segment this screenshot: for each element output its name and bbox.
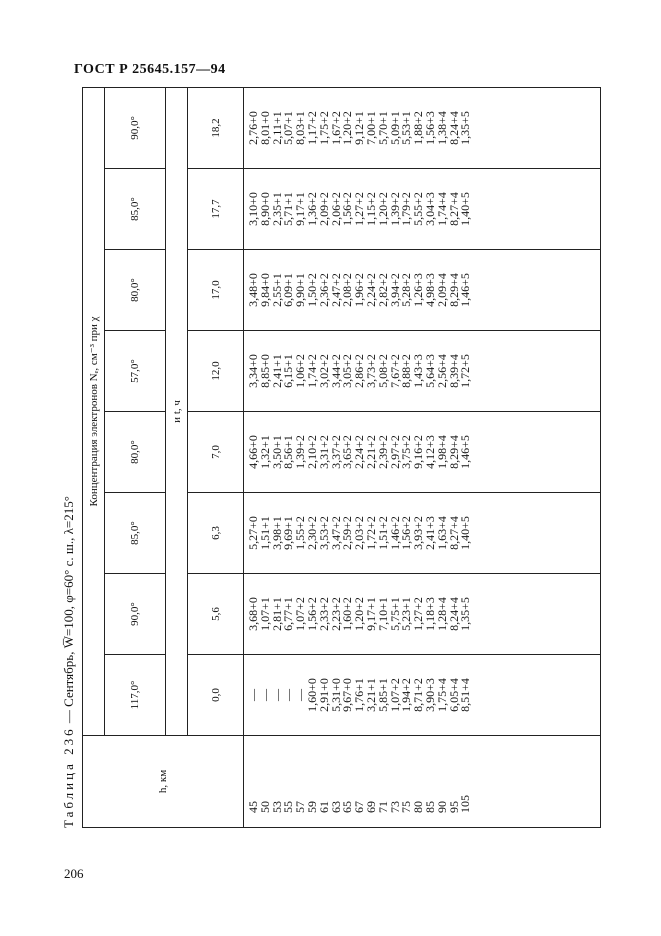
table-cell: 1,50+2 xyxy=(304,273,319,307)
table-cell: 9,12+1 xyxy=(352,111,367,145)
table-cell: 2,41+3 xyxy=(422,516,437,550)
table-cell: 8,27+4 xyxy=(446,516,461,550)
table-cell: 8,29+4 xyxy=(446,435,461,469)
table-cell: 1,35+5 xyxy=(458,111,473,145)
table-cell: 1,96+2 xyxy=(352,273,367,307)
table-cell: 1,27+2 xyxy=(352,192,367,226)
table-cell: 8,90+0 xyxy=(257,192,272,226)
table-cell: 5,85+1 xyxy=(375,678,390,712)
table-cell: 4,66+0 xyxy=(246,435,260,469)
table-cell: 3,02+2 xyxy=(316,354,331,388)
table-cell: 2,55+1 xyxy=(269,273,284,307)
table-cell: 1,67+2 xyxy=(328,111,343,145)
table-cell: 2,30+2 xyxy=(304,516,319,550)
table-cell: 1,79+2 xyxy=(399,192,414,226)
table-cell: 1,26+3 xyxy=(411,273,426,307)
table-cell: 1,07+2 xyxy=(387,678,402,712)
page-number: 206 xyxy=(64,866,84,881)
table-cell: 1,94+2 xyxy=(399,678,414,712)
table-cell: 3,94+2 xyxy=(387,273,402,307)
table-cell: — xyxy=(246,689,260,701)
table-cell: 1,56+2 xyxy=(399,516,414,550)
group-header: Концентрация электронов Nₑ, см⁻³ при χ xyxy=(83,87,105,735)
t-header-6: 17,0 xyxy=(188,250,244,331)
table-cell: 1,88+2 xyxy=(411,111,426,145)
table-cell: 9,67+0 xyxy=(340,678,355,712)
table-cell: 1,06+2 xyxy=(293,354,308,388)
table-cell: 3,75+2 xyxy=(399,435,414,469)
h-value: 50 xyxy=(257,801,272,813)
table-cell: 5,27+0 xyxy=(246,516,260,550)
h-value: 53 xyxy=(269,801,284,813)
table-cell: 1,56+3 xyxy=(422,111,437,145)
h-value: 65 xyxy=(340,801,355,813)
table-cell: 2,59+2 xyxy=(340,516,355,550)
table-cell: 8,85+0 xyxy=(257,354,272,388)
rotated-table-block xyxy=(60,88,601,828)
chi-header-1: 117,0° xyxy=(105,655,166,736)
table-cell: 3,10+0 xyxy=(246,192,260,226)
table-cell: 1,46+5 xyxy=(458,435,473,469)
table-cell: 2,36+2 xyxy=(316,273,331,307)
h-value: 80 xyxy=(411,801,426,813)
table-cell: 8,03+1 xyxy=(293,111,308,145)
table-cell: 3,21+1 xyxy=(363,678,378,712)
table-caption xyxy=(60,88,78,828)
table-cell: — xyxy=(269,689,284,701)
table-cell: 1,07+2 xyxy=(293,597,308,631)
table-cell: 1,75+2 xyxy=(316,111,331,145)
table-cell: 1,74+2 xyxy=(304,354,319,388)
h-value: 69 xyxy=(363,801,378,813)
chi-header-3: 85,0° xyxy=(105,493,166,574)
table-cell: 1,07+1 xyxy=(257,597,272,631)
table-cell: 1,63+4 xyxy=(434,516,449,550)
table-cell: 6,09+1 xyxy=(281,273,296,307)
values-column-5 xyxy=(244,331,601,412)
table-cell: 5,75+1 xyxy=(387,597,402,631)
table-cell: 1,39+2 xyxy=(293,435,308,469)
table-cell: 1,46+5 xyxy=(458,273,473,307)
table-cell: 8,56+1 xyxy=(281,435,296,469)
table-cell: 1,72+5 xyxy=(458,354,473,388)
table-cell: 2,33+2 xyxy=(316,597,331,631)
table-cell: 1,27+2 xyxy=(411,597,426,631)
table-cell: 3,05+2 xyxy=(340,354,355,388)
table-cell: 1,28+4 xyxy=(434,597,449,631)
table-cell: 8,01+0 xyxy=(257,111,272,145)
table-cell: 3,34+0 xyxy=(246,354,260,388)
table-cell: 1,55+2 xyxy=(293,516,308,550)
h-value: 73 xyxy=(387,801,402,813)
h-value: 45 xyxy=(246,801,260,813)
table-cell: 4,12+3 xyxy=(422,435,437,469)
table-cell: 1,60+2 xyxy=(340,597,355,631)
table-cell: 5,71+1 xyxy=(281,192,296,226)
t-header-2: 5,6 xyxy=(188,574,244,655)
table-cell: 5,31+0 xyxy=(328,678,343,712)
table-cell: 5,64+3 xyxy=(422,354,437,388)
values-column-1 xyxy=(244,655,601,736)
table-cell: 1,72+2 xyxy=(363,516,378,550)
table-cell: 2,91+0 xyxy=(316,678,331,712)
table-cell: 1,32+1 xyxy=(257,435,272,469)
h-value: 55 xyxy=(281,801,296,813)
chi-header-7: 85,0° xyxy=(105,169,166,250)
table-cell: — xyxy=(257,689,272,701)
table-cell: 4,98+3 xyxy=(422,273,437,307)
table-cell: 2,82+2 xyxy=(375,273,390,307)
h-value: 105 xyxy=(458,795,473,813)
table-cell: 3,73+2 xyxy=(363,354,378,388)
table-cell: 9,16+2 xyxy=(411,435,426,469)
t-header-7: 17,7 xyxy=(188,169,244,250)
table-cell: 2,97+2 xyxy=(387,435,402,469)
table-cell: 3,90+3 xyxy=(422,678,437,712)
table-cell: 8,24+4 xyxy=(446,111,461,145)
table-cell: 1,74+4 xyxy=(434,192,449,226)
h-value: 59 xyxy=(304,801,319,813)
table-cell: 1,56+2 xyxy=(340,192,355,226)
table-cell: 1,51+1 xyxy=(257,516,272,550)
chi-header-4: 80,0° xyxy=(105,412,166,493)
table-cell: 3,65+2 xyxy=(340,435,355,469)
table-cell: 8,24+4 xyxy=(446,597,461,631)
h-column-header: h, км xyxy=(83,736,244,828)
table-cell: 1,60+0 xyxy=(304,678,319,712)
t-header-8: 18,2 xyxy=(188,87,244,168)
table-cell: 1,51+2 xyxy=(375,516,390,550)
values-column-2 xyxy=(244,574,601,655)
table-cell: 6,05+4 xyxy=(446,678,461,712)
table-cell: 8,39+4 xyxy=(446,354,461,388)
table-cell: 2,09+4 xyxy=(434,273,449,307)
table-cell: 2,21+2 xyxy=(363,435,378,469)
table-cell: 2,08+2 xyxy=(340,273,355,307)
h-value: 61 xyxy=(316,801,331,813)
document-header: ГОСТ Р 25645.157—94 xyxy=(74,62,226,77)
time-header: и t, ч xyxy=(166,87,188,735)
table-cell: 1,18+3 xyxy=(422,597,437,631)
h-value: 95 xyxy=(446,801,461,813)
table-cell: 9,90+1 xyxy=(293,273,308,307)
table-cell: 2,23+2 xyxy=(328,597,343,631)
table-cell: 5,70+1 xyxy=(375,111,390,145)
table-cell: 1,20+2 xyxy=(352,597,367,631)
h-value: 63 xyxy=(328,801,343,813)
chi-header-6: 80,0° xyxy=(105,250,166,331)
table-cell: 5,08+2 xyxy=(375,354,390,388)
table-cell: 3,44+2 xyxy=(328,354,343,388)
table-cell: 2,56+4 xyxy=(434,354,449,388)
table-cell: 6,77+1 xyxy=(281,597,296,631)
t-header-4: 7,0 xyxy=(188,412,244,493)
table-cell: 1,20+2 xyxy=(375,192,390,226)
table-caption-text: — Сентябрь, W̅=100, φ=60° с. ш., λ=215° xyxy=(61,496,76,727)
table-cell: 9,17+1 xyxy=(363,597,378,631)
table-cell: 7,10+1 xyxy=(375,597,390,631)
table-cell: 1,98+4 xyxy=(434,435,449,469)
table-cell: 6,15+1 xyxy=(281,354,296,388)
table-cell: 1,40+5 xyxy=(458,516,473,550)
table-cell: 3,48+0 xyxy=(246,273,260,307)
table-cell: 1,17+2 xyxy=(304,111,319,145)
table-cell: 7,00+1 xyxy=(363,111,378,145)
table-cell: 2,47+2 xyxy=(328,273,343,307)
table-cell: 1,46+2 xyxy=(387,516,402,550)
table-cell: 8,88+2 xyxy=(399,354,414,388)
t-header-3: 6,3 xyxy=(188,493,244,574)
table-cell: — xyxy=(293,689,308,701)
table-cell: 1,15+2 xyxy=(363,192,378,226)
electron-concentration-table xyxy=(82,87,601,828)
values-column-4 xyxy=(244,412,601,493)
chi-header-8: 90,0° xyxy=(105,87,166,168)
values-column-8 xyxy=(244,87,601,168)
table-cell: 9,69+1 xyxy=(281,516,296,550)
t-header-5: 12,0 xyxy=(188,331,244,412)
table-cell: 7,67+2 xyxy=(387,354,402,388)
table-cell: 8,29+4 xyxy=(446,273,461,307)
table-cell: 2,24+2 xyxy=(363,273,378,307)
chi-header-5: 57,0° xyxy=(105,331,166,412)
table-cell: 1,20+2 xyxy=(340,111,355,145)
table-cell: 5,55+2 xyxy=(411,192,426,226)
table-cell: 3,53+2 xyxy=(316,516,331,550)
table-cell: 1,76+1 xyxy=(352,678,367,712)
table-cell: 3,37+2 xyxy=(328,435,343,469)
table-cell: 2,81+1 xyxy=(269,597,284,631)
table-cell: 1,39+2 xyxy=(387,192,402,226)
table-cell: 2,09+2 xyxy=(316,192,331,226)
h-value: 90 xyxy=(434,801,449,813)
data-row xyxy=(244,87,601,827)
values-column-7 xyxy=(244,169,601,250)
table-cell: 8,51+4 xyxy=(458,678,473,712)
table-cell: 1,40+5 xyxy=(458,192,473,226)
table-cell: 8,71+2 xyxy=(411,678,426,712)
table-cell: 3,98+1 xyxy=(269,516,284,550)
table-cell: 3,50+1 xyxy=(269,435,284,469)
h-value: 71 xyxy=(375,801,390,813)
table-cell: 5,28+2 xyxy=(399,273,414,307)
values-column-3 xyxy=(244,493,601,574)
table-cell: 2,86+2 xyxy=(352,354,367,388)
table-cell: 2,41+1 xyxy=(269,354,284,388)
table-cell: 3,68+0 xyxy=(246,597,260,631)
table-cell: 5,23+1 xyxy=(399,597,414,631)
h-value: 57 xyxy=(293,801,308,813)
table-cell: 8,27+4 xyxy=(446,192,461,226)
h-value: 67 xyxy=(352,801,367,813)
table-cell: 2,76+0 xyxy=(246,111,260,145)
table-cell: 9,17+1 xyxy=(293,192,308,226)
table-cell: 3,47+2 xyxy=(328,516,343,550)
table-cell: 1,36+2 xyxy=(304,192,319,226)
chi-header-2: 90,0° xyxy=(105,574,166,655)
table-cell: 3,04+3 xyxy=(422,192,437,226)
table-cell: — xyxy=(281,689,296,701)
table-cell: 1,38+4 xyxy=(434,111,449,145)
h-values-column xyxy=(244,736,601,828)
values-column-6 xyxy=(244,250,601,331)
table-cell: 3,93+2 xyxy=(411,516,426,550)
table-cell: 1,75+4 xyxy=(434,678,449,712)
table-cell: 1,43+3 xyxy=(411,354,426,388)
t-header-1: 0,0 xyxy=(188,655,244,736)
table-cell: 5,07+1 xyxy=(281,111,296,145)
table-cell: 3,31+2 xyxy=(316,435,331,469)
table-cell: 2,03+2 xyxy=(352,516,367,550)
table-cell: 1,35+5 xyxy=(458,597,473,631)
table-cell: 2,39+2 xyxy=(375,435,390,469)
h-value: 85 xyxy=(422,801,437,813)
table-cell: 2,24+2 xyxy=(352,435,367,469)
table-cell: 5,09+1 xyxy=(387,111,402,145)
table-cell: 2,35+1 xyxy=(269,192,284,226)
table-cell: 2,06+2 xyxy=(328,192,343,226)
table-cell: 2,10+2 xyxy=(304,435,319,469)
table-cell: 1,56+2 xyxy=(304,597,319,631)
table-cell: 2,11+1 xyxy=(269,111,284,145)
table-cell: 9,84+0 xyxy=(257,273,272,307)
table-caption-label: Таблица 236 xyxy=(61,726,76,828)
h-value: 75 xyxy=(399,801,414,813)
table-cell: 5,53+1 xyxy=(399,111,414,145)
